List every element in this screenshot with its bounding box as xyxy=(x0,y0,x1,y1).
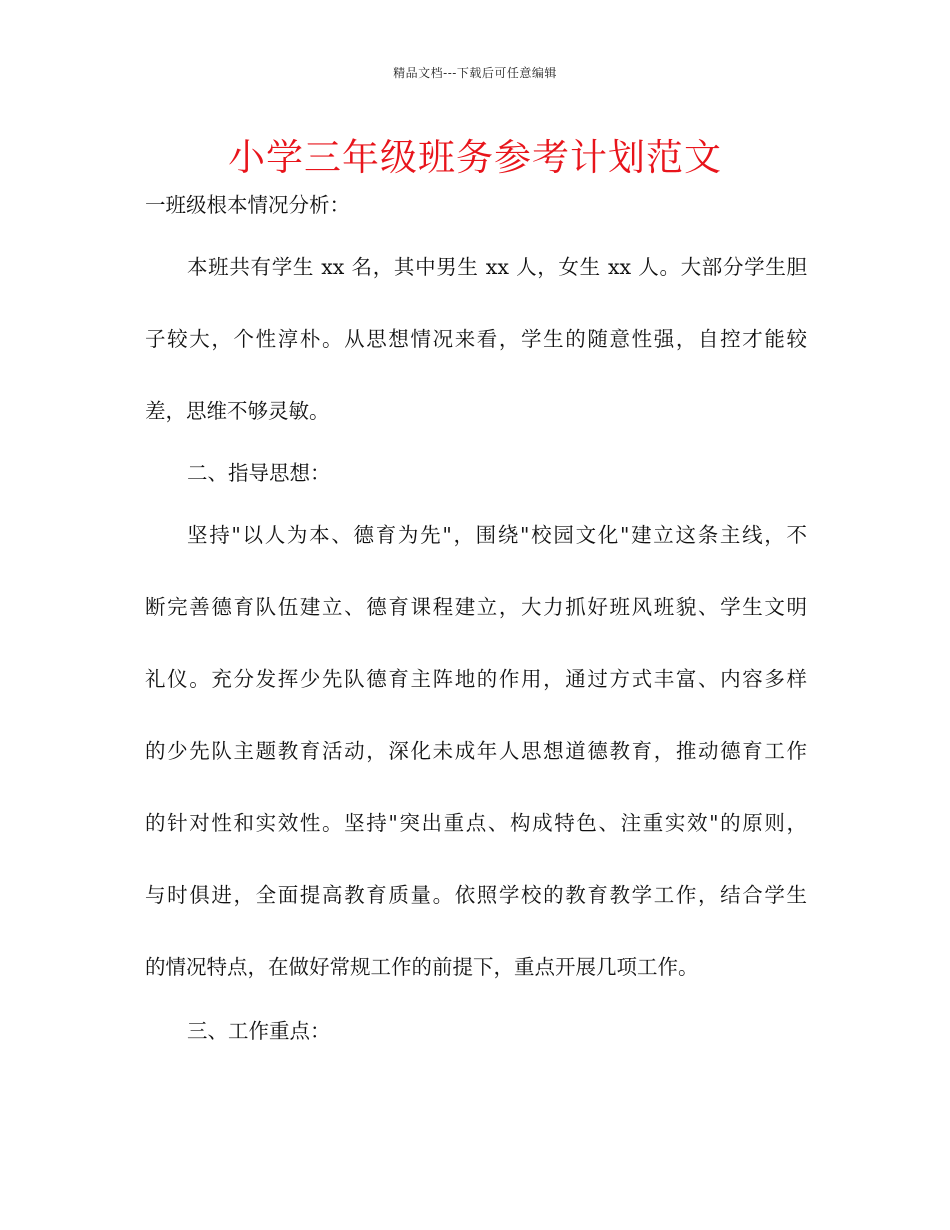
paragraph-line: 礼仪。充分发挥少先队德育主阵地的作用，通过方式丰富、内容多样 xyxy=(145,667,807,691)
paragraph-line: 子较大，个性淳朴。从思想情况来看，学生的随意性强，自控才能较 xyxy=(145,327,807,351)
paragraph-line: 的情况特点，在做好常规工作的前提下，重点开展几项工作。 xyxy=(145,955,699,979)
paragraph-line: 本班共有学生 xx 名，其中男生 xx 人，女生 xx 人。大部分学生胆 xyxy=(187,255,807,279)
paragraph-line: 坚持"以人为本、德育为先"，围绕"校园文化"建立这条主线，不 xyxy=(187,523,807,547)
section-heading-1: 一班级根本情况分析： xyxy=(145,193,350,217)
paragraph-line: 差，思维不够灵敏。 xyxy=(145,399,330,423)
paragraph-line: 的针对性和实效性。坚持"突出重点、构成特色、注重实效"的原则， xyxy=(145,811,807,835)
paragraph-line: 断完善德育队伍建立、德育课程建立，大力抓好班风班貌、学生文明 xyxy=(145,595,807,619)
paragraph-line: 的少先队主题教育活动，深化未成年人思想道德教育，推动德育工作 xyxy=(145,739,807,763)
section-heading-2: 二、指导思想： xyxy=(187,461,331,485)
document-title: 小学三年级班务参考计划范文 xyxy=(228,136,722,179)
section-heading-3: 三、工作重点： xyxy=(187,1019,331,1043)
header-note: 精品文档---下载后可任意编辑 xyxy=(393,66,557,80)
paragraph-line: 与时俱进，全面提高教育质量。依照学校的教育教学工作，结合学生 xyxy=(145,883,807,907)
